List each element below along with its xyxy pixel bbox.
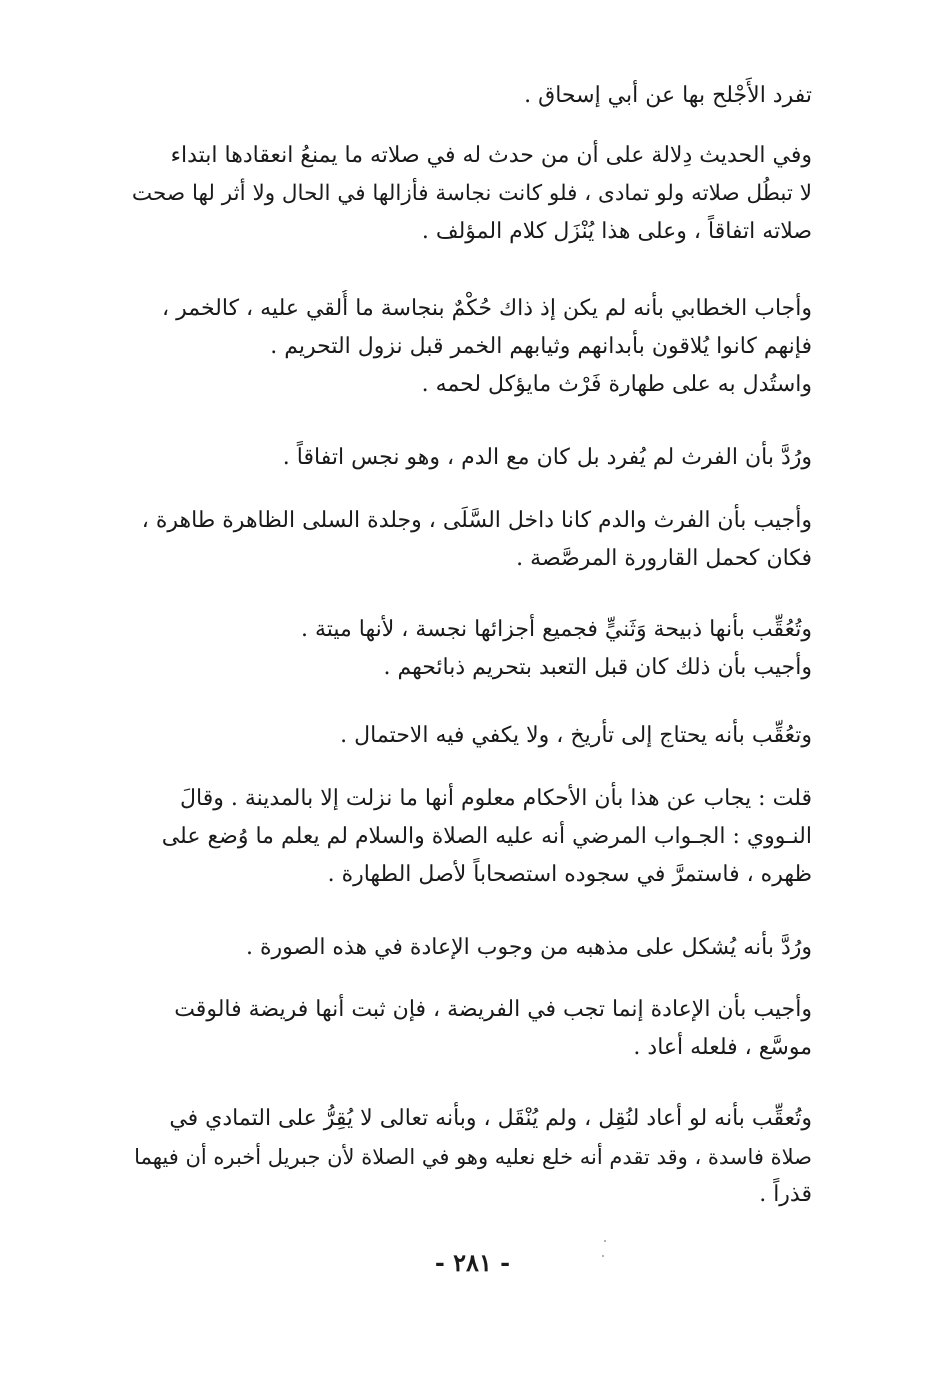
text-line: وأجيب بأن ذلك كان قبل التعبد بتحريم ذبائحهم . xyxy=(383,655,812,680)
scan-speck xyxy=(604,1240,606,1242)
text-line: وتعُقِّب بأنه يحتاج إلى تأريخ ، ولا يكفي فيه الاحتمال . xyxy=(340,723,812,748)
paragraph-8 xyxy=(122,780,812,894)
paragraph-6 xyxy=(122,611,812,687)
text-line: قذراً . xyxy=(759,1182,812,1207)
text-line: فإنهم كانوا يُلاقون بأبدانهم وثيابهم الخمر قبل نزول التحريم . xyxy=(270,334,812,359)
text-line: ظهره ، فاستمرَّ في سجوده استصحاباً لأصل الطهارة . xyxy=(327,862,812,887)
text-line: ورُدَّ بأن الفرث لم يُفرد بل كان مع الدم ، وهو نجس اتفاقاً . xyxy=(282,445,812,470)
page-number: - ٢٨١ - xyxy=(434,1248,511,1277)
paragraph-10 xyxy=(122,991,812,1067)
paragraph-11 xyxy=(122,1100,812,1214)
paragraph-9 xyxy=(122,929,812,967)
text-line: صلاة فاسدة ، وقد تقدم أنه خلع نعليه وهو في الصلاة لأن جبريل أخبره أن فيهما xyxy=(134,1145,812,1169)
scan-speck xyxy=(602,1255,604,1257)
text-line: وتُعُقِّب بأنها ذبيحة وَثَنيٍّ فجميع أجزائها نجسة ، لأنها ميتة . xyxy=(300,617,812,642)
text-line: وأجيب بأن الإعادة إنما تجب في الفريضة ، فإن ثبت أنها فريضة فالوقت xyxy=(174,997,812,1022)
text-line: واستُدل به على طهارة فَرْث مايؤكل لحمه . xyxy=(421,372,812,397)
text-line: وتُعقِّب بأنه لو أعاد لنُقِل ، ولم يُنْقَل ، وبأنه تعالى لا يُقِرُّ على التمادي في xyxy=(169,1106,812,1131)
text-line: لا تبطُل صلاته ولو تمادى ، فلو كانت نجاسة فأزالها في الحال ولا أثر لها صحت xyxy=(131,181,812,206)
text-line: وأجيب بأن الفرث والدم كانا داخل السَّلَى ، وجلدة السلى الظاهرة طاهرة ، xyxy=(141,508,812,533)
text-line: صلاته اتفاقاً ، وعلى هذا يُنْزَل كلام المؤلف . xyxy=(421,219,812,244)
text-line: النـووي : الجـواب المرضي أنه عليه الصلاة والسلام لم يعلم ما وُضع على xyxy=(161,824,812,849)
text-line: فكان كحمل القارورة المرصَّصة . xyxy=(516,546,812,571)
paragraph-7 xyxy=(122,717,812,755)
paragraph-2 xyxy=(122,137,812,251)
text-line: تفرد الأَجْلح بها عن أبي إسحاق . xyxy=(524,83,812,108)
text-line: وفي الحديث دِلالة على أن من حدث له في صلاته ما يمنعُ انعقادها ابتداء xyxy=(170,143,812,168)
paragraph-4 xyxy=(122,439,812,477)
text-line: موسَّع ، فلعله أعاد . xyxy=(633,1035,812,1060)
text-line: وأجاب الخطابي بأنه لم يكن إذ ذاك حُكْمٌ بنجاسة ما أُلقي عليه ، كالخمر ، xyxy=(162,296,812,321)
paragraph-5 xyxy=(122,502,812,578)
text-line: قلت : يجاب عن هذا بأن الأحكام معلوم أنها ما نزلت إلا بالمدينة . وقالَ xyxy=(180,786,812,811)
text-line: ورُدَّ بأنه يُشكل على مذهبه من وجوب الإعادة في هذه الصورة . xyxy=(246,935,812,960)
paragraph-1 xyxy=(122,77,812,115)
paragraph-3 xyxy=(122,290,812,404)
